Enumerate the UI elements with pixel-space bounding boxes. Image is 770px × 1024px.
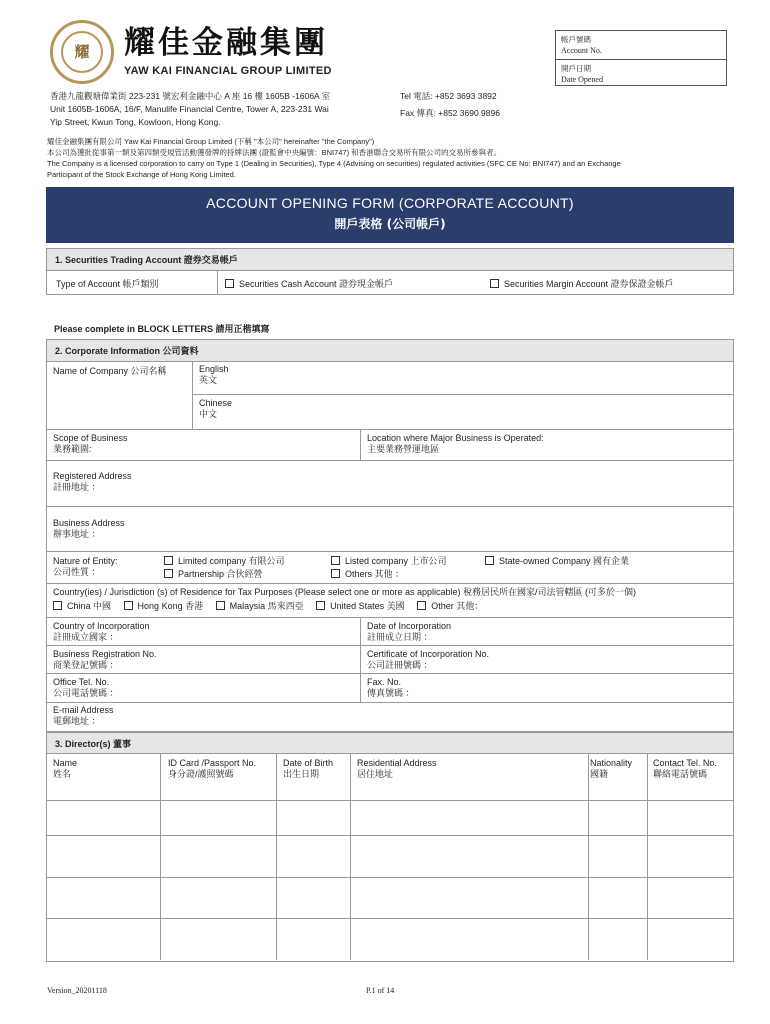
cert-label-cn: 公司註冊號碼 ：: [367, 660, 433, 670]
hongkong-label: Hong Kong 香港: [137, 601, 204, 611]
location-of-business-field[interactable]: [367, 433, 544, 455]
col-name-cn: 姓名: [53, 769, 72, 779]
checkbox-icon[interactable]: [216, 601, 225, 610]
date-opened-label-en: Date Opened: [561, 75, 603, 84]
limited-company-label: Limited company 有限公司: [178, 556, 285, 566]
company-address: [50, 90, 380, 129]
registered-address-label-cn: 註冊地址 ：: [53, 482, 101, 492]
company-contact: [400, 90, 500, 120]
scope-label: Scope of Business: [53, 433, 128, 443]
address-line-3: Yip Street, Kwun Tong, Kowloon, Hong Kong.: [50, 117, 221, 127]
col-id-en: ID Card /Passport No.: [168, 758, 257, 768]
date-inc-label: Date of Incorporation: [367, 621, 452, 631]
checkbox-icon[interactable]: [490, 279, 499, 288]
usa-option[interactable]: [316, 601, 405, 611]
col-dob-en: Date of Birth: [283, 758, 334, 768]
certificate-of-incorporation-field[interactable]: [367, 649, 489, 671]
logo-icon: 耀: [74, 43, 90, 61]
malaysia-label: Malaysia 馬來西亞: [229, 601, 304, 611]
business-address-field[interactable]: [53, 518, 125, 540]
column-date-of-birth: [283, 758, 333, 780]
column-name: [53, 758, 77, 780]
disclaimer-line-3: The Company is a licensed corporation to carry on Type 1 (Dealing in Securities), Type 4 (Advising on securities) regulated activities (SFC CE No: BNI747) and an Exchange: [47, 159, 621, 168]
account-info-box: [555, 30, 727, 86]
office-tel-label: Office Tel. No.: [53, 677, 110, 687]
scope-label-cn: 業務範圍:: [53, 444, 92, 454]
hongkong-option[interactable]: [124, 601, 204, 611]
business-registration-field[interactable]: [53, 649, 157, 671]
column-contact-tel: [653, 758, 717, 780]
business-address-label-cn: 辦事地址 ：: [53, 529, 101, 539]
state-owned-label: State-owned Company 國有企業: [499, 556, 630, 566]
form-title-chinese: 開戶表格 (公司帳戶): [334, 217, 446, 231]
column-nationality: [590, 758, 632, 780]
fax-no-field[interactable]: [367, 677, 415, 699]
disclaimer-line-1: 耀佳金融集團有限公司 Yaw Kai Financial Group Limited (下稱 "本公司" hereinafter "the Company"): [47, 137, 375, 146]
margin-account-option[interactable]: [490, 279, 674, 290]
address-line-1: 香港九龍觀塘偉業街 223-231 號宏利金融中心 A 座 16 樓 1605B -1606A 室: [50, 91, 331, 101]
nature-of-entity-label: [53, 556, 118, 578]
checkbox-icon[interactable]: [124, 601, 133, 610]
tax-residency-options: [53, 601, 483, 612]
company-name-label: Name of Company 公司名稱: [53, 366, 167, 376]
checkbox-icon[interactable]: [331, 569, 340, 578]
entity-label-cn: 公司性質 ：: [53, 567, 101, 577]
usa-label: United States 美國: [330, 601, 405, 611]
disclaimer-line-4: Participant of the Stock Exchange of Hong Kong Limited.: [47, 170, 236, 179]
checkbox-icon[interactable]: [164, 569, 173, 578]
limited-company-option[interactable]: [164, 556, 285, 567]
brn-label: Business Registration No.: [53, 649, 157, 659]
email-label: E-mail Address: [53, 705, 114, 715]
director-row[interactable]: [47, 919, 733, 960]
checkbox-icon[interactable]: [331, 556, 340, 565]
brand-name-chinese: 耀佳金融集團: [124, 25, 328, 61]
email-label-cn: 電郵地址 ：: [53, 716, 101, 726]
partnership-option[interactable]: [164, 569, 263, 580]
director-row[interactable]: [47, 836, 733, 877]
office-tel-label-cn: 公司電話號碼 ：: [53, 688, 119, 698]
company-disclaimer: [47, 136, 737, 180]
date-of-incorporation-field[interactable]: [367, 621, 451, 643]
form-title-english: ACCOUNT OPENING FORM (CORPORATE ACCOUNT): [206, 195, 574, 211]
date-opened-field[interactable]: [556, 59, 726, 87]
listed-company-option[interactable]: [331, 556, 447, 567]
col-name-en: Name: [53, 758, 78, 768]
address-line-2: Unit 1605B-1606A, 16/F, Manulife Financial Centre, Tower A, 223-231 Wai: [50, 104, 329, 114]
registered-address-label: Registered Address: [53, 471, 132, 481]
cert-label: Certificate of Incorporation No.: [367, 649, 490, 659]
entity-label: Nature of Entity:: [53, 556, 118, 566]
section-securities-account: [46, 248, 734, 295]
col-address-cn: 居住地址: [357, 769, 394, 779]
cash-account-label: Securities Cash Account 證券現金帳戶: [239, 279, 394, 289]
director-row[interactable]: [47, 878, 733, 918]
fax-no-label: Fax. No.: [367, 677, 402, 687]
margin-account-label: Securities Margin Account 證券保證金帳戶: [504, 279, 674, 289]
checkbox-icon[interactable]: [164, 556, 173, 565]
brand-name-english: YAW KAI FINANCIAL GROUP LIMITED: [124, 65, 332, 77]
business-address-label: Business Address: [53, 518, 125, 528]
date-opened-label-cn: 開戶日期: [561, 64, 591, 73]
english-label-cn: 英文: [199, 375, 218, 385]
country-of-incorporation-field[interactable]: [53, 621, 150, 643]
column-residential-address: [357, 758, 437, 780]
account-no-label-en: Account No.: [561, 46, 602, 55]
malaysia-option[interactable]: [216, 601, 304, 611]
partnership-label: Partnership 合伙經營: [178, 569, 263, 579]
chinese-label: Chinese: [199, 398, 233, 408]
section-directors: [46, 732, 734, 962]
col-id-cn: 身分證/護照號碼: [168, 769, 234, 779]
others-label: Others 其他 ：: [345, 569, 405, 579]
state-owned-option[interactable]: [485, 556, 629, 567]
china-label: China 中國: [67, 601, 112, 611]
brn-label-cn: 商業登記號碼 ：: [53, 660, 119, 670]
account-no-field[interactable]: [556, 31, 726, 59]
section-1-heading: 1. Securities Trading Account 證券交易帳戶: [47, 249, 733, 271]
type-of-account-label: Type of Account 帳戶類別: [56, 279, 159, 289]
col-address-en: Residential Address: [357, 758, 437, 768]
location-label: Location where Major Business is Operated:: [367, 433, 544, 443]
office-tel-field[interactable]: [53, 677, 119, 699]
other-country-option[interactable]: [417, 601, 483, 611]
others-option[interactable]: [331, 569, 404, 580]
account-no-label-cn: 帳戶號碼: [561, 35, 591, 44]
checkbox-icon[interactable]: [53, 601, 62, 610]
tax-residency-heading: Country(ies) / Jurisdiction (s) of Residence for Tax Purposes (Please select one or more as applicable) 稅務居民所在國家/司法管轄區 (可多於一個): [53, 587, 637, 597]
chinese-label-cn: 中文: [199, 409, 218, 419]
listed-company-label: Listed company 上市公司: [345, 556, 447, 566]
country-inc-label-cn: 註冊成立國家 ：: [53, 632, 119, 642]
section-corporate-information: [46, 339, 734, 732]
fax: Fax 傳真: +852 3690 9896: [400, 108, 500, 118]
cash-account-option[interactable]: [225, 279, 393, 290]
china-option[interactable]: [53, 601, 111, 611]
email-address-field[interactable]: [53, 705, 114, 727]
page-number: P.1 of 14: [366, 986, 395, 995]
fax-no-label-cn: 傳真號碼 ：: [367, 688, 415, 698]
location-label-cn: 主要業務營運地區: [367, 444, 440, 454]
col-nationality-en: Nationality: [590, 758, 633, 768]
col-tel-cn: 聯絡電話號碼: [653, 769, 708, 779]
col-nationality-cn: 國籍: [590, 769, 609, 779]
director-row[interactable]: [47, 801, 733, 835]
section-2-heading: 2. Corporate Information 公司資料: [47, 340, 733, 362]
block-letters-note: Please complete in BLOCK LETTERS 請用正楷填寫: [54, 324, 270, 334]
company-name-chinese-field[interactable]: [199, 398, 232, 420]
english-label: English: [199, 364, 229, 374]
company-name-english-field[interactable]: [199, 364, 229, 386]
date-inc-label-cn: 註冊成立日期 ：: [367, 632, 433, 642]
form-title-banner: [46, 187, 734, 243]
checkbox-icon[interactable]: [225, 279, 234, 288]
checkbox-icon[interactable]: [417, 601, 426, 610]
checkbox-icon[interactable]: [316, 601, 325, 610]
section-3-heading: 3. Director(s) 董事: [47, 732, 733, 754]
registered-address-field[interactable]: [53, 471, 132, 493]
column-id-passport: [168, 758, 256, 780]
disclaimer-line-2: 本公司為獲批從事第一類及第四類受規管活動獲發牌的持牌法團 (證監會中央編號：BNI747) 和香港聯合交易所有限公司的交易所參與者。: [47, 148, 502, 157]
scope-of-business-field[interactable]: [53, 433, 128, 455]
other-country-label: Other 其他：: [431, 601, 484, 611]
col-tel-en: Contact Tel. No.: [653, 758, 717, 768]
version-label: Version_20201118: [47, 986, 107, 995]
country-inc-label: Country of Incorporation: [53, 621, 150, 631]
telephone: Tel 電話: +852 3693 3892: [400, 91, 497, 101]
col-dob-cn: 出生日期: [283, 769, 320, 779]
checkbox-icon[interactable]: [485, 556, 494, 565]
